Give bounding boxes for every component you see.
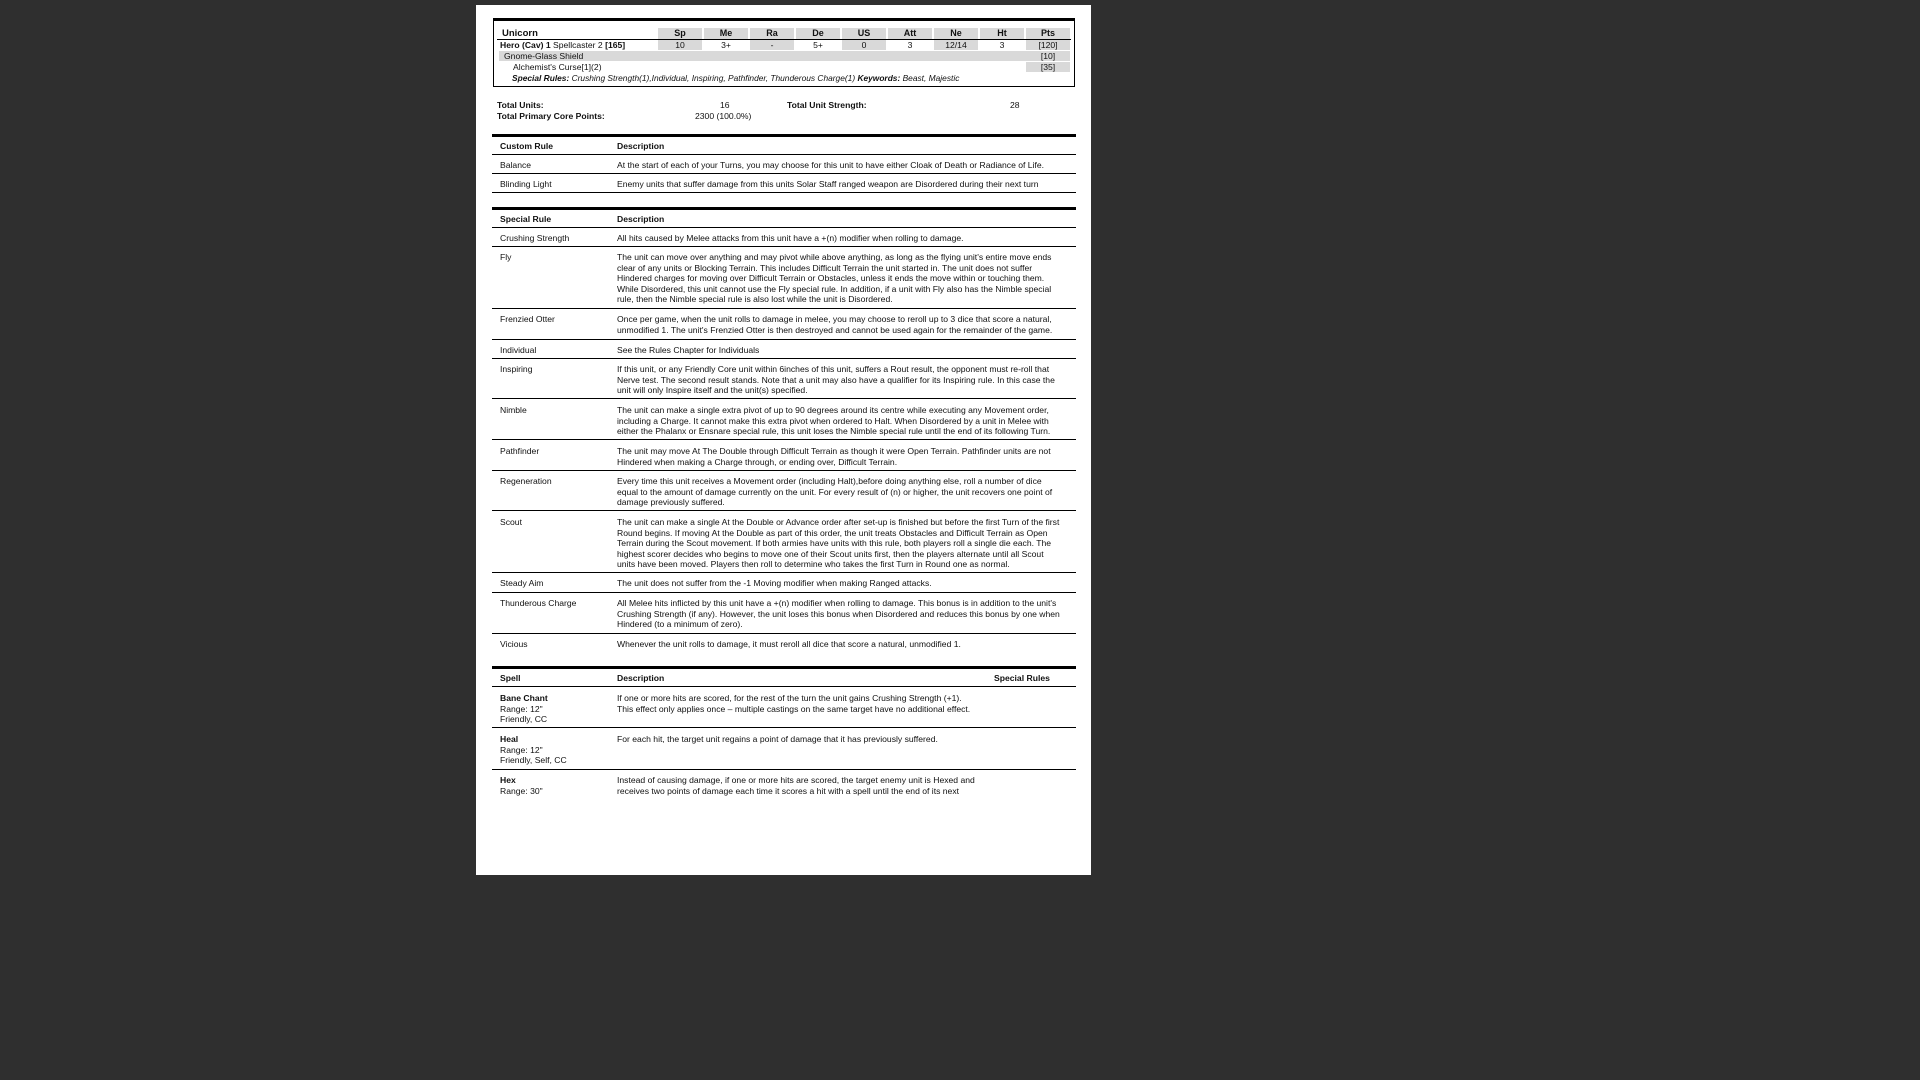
special-rule-name: Inspiring <box>500 364 533 374</box>
stat-de: 5+ <box>796 40 840 50</box>
special-rules-label: Special Rules: <box>512 73 570 83</box>
desc-line: If one or more hits are scored, for the rest of the turn the unit gains Crushing Strength (+1). <box>617 693 962 703</box>
desc-line: The unit may move At The Double through Difficult Terrain as though it were Open Terrain. Pathfinder units are not <box>617 446 1051 456</box>
special-rule-desc <box>617 578 1067 589</box>
special-rule-name: Fly <box>500 252 512 262</box>
stat-ht: 3 <box>980 40 1024 50</box>
stat-att: 3 <box>888 40 932 50</box>
unit-name: Unicorn <box>502 28 538 39</box>
total-strength-value: 28 <box>1010 100 1020 110</box>
spell-desc <box>617 775 1067 796</box>
desc-line: highest scorer decides who begins to move one of their Scout units first, then the players alternate until all Scout <box>617 548 1044 559</box>
desc-line: Hindered charges for moving over Difficult Terrain or Obstacles, unless it ends the move within or touching them. <box>617 273 1045 283</box>
desc-line: If this unit, or any Friendly Core unit within 6inches of this unit, suffers a Rout result, the opponent must re-roll that <box>617 364 1050 374</box>
desc-line: See the Rules Chapter for Individuals <box>617 345 760 355</box>
special-rule-name: Nimble <box>500 405 527 415</box>
header-me: Me <box>704 28 748 39</box>
special-rule-name: Vicious <box>500 639 528 649</box>
stat-us: 0 <box>842 40 886 50</box>
spell-col-header: Spell <box>500 673 521 683</box>
spells-top-border <box>492 666 1076 669</box>
desc-line: All Melee hits inflicted by this unit have a +(n) modifier when rolling to damage. This bonus is in addition to the unit's <box>617 598 1057 608</box>
header-us: US <box>842 28 886 39</box>
total-strength-label: Total Unit Strength: <box>787 100 867 110</box>
special-rules-top-border <box>492 207 1076 210</box>
desc-line: Terrain during the Scout movement. If both armies have units with this rule, both players roll a single die each. The <box>617 538 1052 548</box>
header-ne: Ne <box>934 28 978 39</box>
keywords-text: Beast, Majestic <box>902 73 960 83</box>
desc-line: either the Phalanx or Ensnare special rule, this unit loses the Nimble special rule until the end of its following Turn. <box>617 426 1051 436</box>
desc-line: Hindered (to a minimum of zero). <box>617 619 743 629</box>
spell-name-block <box>500 775 610 796</box>
desc-line: Instead of causing damage, if one or more hits are scored, the target enemy unit is Hexed and <box>617 775 975 785</box>
desc-line: Whenever the unit rolls to damage, it must reroll all dice that score a natural, unmodified 1. <box>617 639 961 649</box>
spell-targets: Friendly, Self, CC <box>500 755 567 765</box>
desc-line: unit will only Inspire itself and the unit(s) specified. <box>617 385 808 395</box>
desc-line: This effect only applies once – multiple castings on the same target have no additional effect. <box>617 703 971 714</box>
stat-ra: - <box>750 40 794 50</box>
special-rule-desc <box>617 345 1067 356</box>
custom-rule-name: Balance <box>500 160 532 170</box>
document-page <box>476 5 1091 875</box>
row-divider <box>492 308 1076 309</box>
desc-line: For each hit, the target unit regains a point of damage that it has previously suffered. <box>617 734 938 744</box>
header-sp: Sp <box>658 28 702 39</box>
desc-line: The unit does not suffer from the -1 Moving modifier when making Ranged attacks. <box>617 578 932 588</box>
spell-desc <box>617 734 1067 745</box>
total-units-value: 16 <box>720 100 730 110</box>
row-divider <box>492 470 1076 471</box>
spell-name-block <box>500 734 610 766</box>
header-ht: Ht <box>980 28 1024 39</box>
header-pts: Pts <box>1026 28 1070 39</box>
special-rule-name: Steady Aim <box>500 578 544 588</box>
special-rule-desc <box>617 233 1067 244</box>
spell-name: Bane Chant <box>500 693 548 703</box>
total-units-label: Total Units: <box>497 100 544 110</box>
spell-targets: Friendly, CC <box>500 714 548 724</box>
spell-desc-col-header: Description <box>617 673 665 683</box>
special-rule-name: Regeneration <box>500 476 552 486</box>
row-divider <box>492 192 1076 193</box>
row-divider <box>492 173 1076 174</box>
special-rule-col-header: Special Rule <box>500 214 552 224</box>
hero-line <box>500 40 625 50</box>
hero-type: Hero (Cav) 1 <box>500 40 551 50</box>
desc-line: rule, then the Nimble special rule is also lost while the unit is Disordered. <box>617 294 893 304</box>
total-points-value: 2300 (100.0%) <box>695 111 752 121</box>
desc-line: Every time this unit receives a Movement order (including Halt),before doing anything else, roll a number of dice <box>617 476 1042 486</box>
desc-line: receives two points of damage each time it scores a hit with a spell until the end of its next <box>617 785 960 796</box>
row-divider <box>492 398 1076 399</box>
header-att: Att <box>888 28 932 39</box>
desc-line: All hits caused by Melee attacks from this unit have a +(n) modifier when rolling to damage. <box>617 233 964 243</box>
row-divider <box>492 769 1076 770</box>
row-divider <box>492 633 1076 634</box>
desc-line: The unit can make a single extra pivot of up to 90 degrees around its centre while executing any Movement order, <box>617 405 1049 415</box>
special-rule-desc <box>617 314 1067 335</box>
desc-line: The unit can move over anything and may pivot while above anything, as long as the flying unit's entire move ends <box>617 252 1052 262</box>
special-rule-desc <box>617 252 1067 305</box>
spell-name-block <box>500 693 610 725</box>
custom-rules-top-border <box>492 134 1076 137</box>
item-label: Gnome-Glass Shield <box>504 51 584 61</box>
row-divider <box>492 727 1076 728</box>
custom-desc-col-header: Description <box>617 141 665 151</box>
custom-rule-name: Blinding Light <box>500 179 552 189</box>
special-rule-name: Frenzied Otter <box>500 314 555 324</box>
desc-line: Hindered when making a Charge through, or ending over, Difficult Terrain. <box>617 456 898 467</box>
row-divider <box>492 339 1076 340</box>
desc-line: damage previously suffered. <box>617 497 725 507</box>
desc-line: equal to the amount of damage currently on the unit. For every result of (n) or higher, the unit recovers one point of <box>617 486 1053 497</box>
desc-line: clear of any units or Blocking Terrain. This includes Difficult Terrain the unit started in. The unit does not suffer <box>617 262 1033 273</box>
desc-line: Crushing Strength (if any). However, the unit loses this bonus when Disordered and reduces this bonus by one when <box>617 608 1060 619</box>
special-rule-desc <box>617 598 1067 630</box>
special-rule-desc <box>617 476 1067 508</box>
keywords-label: Keywords: <box>857 73 901 83</box>
total-points-label: Total Primary Core Points: <box>497 111 605 121</box>
special-rule-desc <box>617 405 1067 437</box>
special-rules-line <box>512 73 959 83</box>
custom-rule-desc: Enemy units that suffer damage from this units Solar Staff ranged weapon are Disordered during their next turn <box>617 179 1039 189</box>
special-rule-desc <box>617 364 1067 396</box>
row-divider <box>492 358 1076 359</box>
desc-line: Round begins. If moving At the Double as part of this order, the unit treats Obstacles and Difficult Terrain as Open <box>617 527 1048 538</box>
row-divider <box>492 439 1076 440</box>
row-divider <box>492 686 1076 687</box>
special-desc-col-header: Description <box>617 214 665 224</box>
desc-line: While Disordered, this unit cannot use the Fly special rule. In addition, if a unit with Fly also has the Nimble special <box>617 283 1052 294</box>
item-row <box>499 51 1070 61</box>
item-row <box>499 62 1070 72</box>
special-rule-name: Scout <box>500 517 522 527</box>
special-rule-name: Crushing Strength <box>500 233 570 243</box>
row-divider <box>492 246 1076 247</box>
special-rule-name: Individual <box>500 345 537 355</box>
desc-line: unmodified 1. The unit's Frenzied Otter is then destroyed and cannot be used again for the remainder of the game. <box>617 324 1053 335</box>
item-points: [10] <box>1040 51 1056 61</box>
desc-line: including a Charge. It cannot make this extra pivot when ordered to Halt. When Disordered by a unit in Melee with <box>617 415 1049 426</box>
special-rule-desc <box>617 446 1067 467</box>
stat-pts: [120] <box>1026 40 1070 50</box>
special-rule-desc <box>617 639 1067 650</box>
header-ra: Ra <box>750 28 794 39</box>
row-divider <box>492 510 1076 511</box>
spell-name: Heal <box>500 734 519 744</box>
spell-range: Range: 12" <box>500 703 543 714</box>
desc-line: units have been moved. Players then roll to determine who takes the first Turn in Round one as normal. <box>617 559 1010 569</box>
desc-line: The unit can make a single At the Double or Advance order after set-up is finished but before the first Turn of the first <box>617 517 1060 527</box>
unit-stat-row <box>494 40 1074 50</box>
spell-desc <box>617 693 1067 714</box>
row-divider <box>492 227 1076 228</box>
row-divider <box>492 592 1076 593</box>
stat-sp: 10 <box>658 40 702 50</box>
special-rule-name: Thunderous Charge <box>500 598 577 608</box>
spell-name: Hex <box>500 775 516 785</box>
stat-me: 3+ <box>704 40 748 50</box>
custom-rule-desc: At the start of each of your Turns, you may choose for this unit to have either Cloak of Death or Radiance of Life. <box>617 160 1045 170</box>
special-rules-text: Crushing Strength(1),Individual, Inspiring, Pathfinder, Thunderous Charge(1) <box>571 73 856 83</box>
special-rule-desc <box>617 517 1067 570</box>
custom-rule-col-header: Custom Rule <box>500 141 553 151</box>
desc-line: Once per game, when the unit rolls to damage in melee, you may choose to reroll up to 3 dice that score a natural, <box>617 314 1052 324</box>
item-label: Alchemist's Curse[1](2) <box>513 62 602 72</box>
spell-range: Range: 12" <box>500 744 543 755</box>
header-de: De <box>796 28 840 39</box>
row-divider <box>492 154 1076 155</box>
spell-range: Range: 30" <box>500 785 543 796</box>
desc-line: Nerve test. The second result stands. Note that a unit may also have a qualifier for its Inspiring rule. In this case the <box>617 374 1055 385</box>
spell-rules-col-header: Special Rules <box>994 673 1050 683</box>
special-rule-name: Pathfinder <box>500 446 540 456</box>
hero-cost: [165] <box>605 40 626 50</box>
stat-ne: 12/14 <box>934 40 978 50</box>
row-divider <box>492 572 1076 573</box>
unit-entry-box <box>493 18 1075 87</box>
item-points: [35] <box>1026 62 1070 72</box>
hero-spellcaster: Spellcaster 2 <box>553 40 603 50</box>
